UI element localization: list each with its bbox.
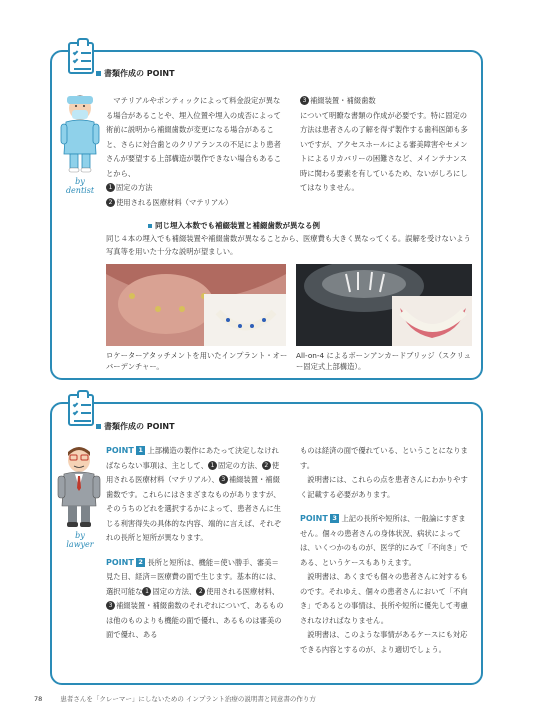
point-1-paragraph bbox=[106, 444, 284, 546]
number-badge: 1 bbox=[106, 183, 115, 192]
body-text: 補綴装置・補綴歯数です。これらにはさまざまなものがありますが、そのうちのどれを選択するかによって、患者さんに生じる利害得失の具体的な内容、端的に言えば、それぞれの長所と短所が異なります。 bbox=[106, 475, 282, 542]
point-3-paragraph bbox=[300, 512, 472, 570]
body-text: 使用される医療材料（マテリアル）、 bbox=[106, 460, 280, 484]
body-text: 固定の方法、 bbox=[152, 586, 197, 596]
checklist-icon bbox=[68, 394, 94, 426]
number-badge: 2 bbox=[106, 198, 115, 207]
example-title: 同じ埋入本数でも補綴装置と補綴歯数が異なる例 bbox=[148, 220, 320, 231]
point-label: POINT bbox=[106, 446, 134, 455]
body-paragraph: について明瞭な書類の作成が必要です。特に固定の方法は患者さんの了解を得ず製作する歯科医師も多いですが、アクセスホールによる審美障害やセメントによるリカバリーの困難さなど、メインテナンス時に関わる要素を有しているため、ないがしろにしてはなりません。 bbox=[300, 110, 468, 192]
point-number: 2 bbox=[136, 558, 145, 567]
dentist-avatar bbox=[58, 92, 102, 174]
body-text: 補綴装置・補綴歯数のそれぞれについて、あるものは他のものよりも機能の面で優れ、あるものは審美の面で優れ、ある bbox=[106, 601, 284, 639]
point-number: 1 bbox=[136, 446, 145, 455]
photo-caption-right: All-on-4 によるボーンアンカードブリッジ（スクリュー固定式上部構造）。 bbox=[296, 351, 471, 371]
body-text: 使用される医療材料、 bbox=[206, 586, 280, 596]
lawyer-avatar bbox=[56, 444, 102, 530]
avatar-caption-by: by bbox=[75, 177, 85, 186]
overdenture-photo bbox=[106, 264, 286, 346]
number-badge: 2 bbox=[196, 587, 205, 596]
point-label: POINT bbox=[106, 557, 134, 567]
book-title: 患者さんを「クレーマー」にしないための インプラント治療の説明書と同意書の作り方 bbox=[60, 695, 316, 703]
list-item: 補綴装置・補綴歯数 bbox=[310, 96, 376, 105]
number-badge: 2 bbox=[262, 461, 271, 470]
photo-caption-left: ロケーターアタッチメントを用いたインプラント・オーバーデンチャー。 bbox=[106, 351, 288, 371]
section-title: 書類作成の POINT bbox=[96, 68, 175, 79]
point-number: 3 bbox=[330, 514, 339, 523]
column-right bbox=[300, 94, 472, 196]
body-paragraph: マテリアルやポンティックによって料金設定が異なる場合があることや、埋入位置や埋入の成否によって術前に説明から補綴歯数が変更になる場合があること、さらに対合歯とのクリアランスの不足により患者さんが要望する上部構造が製作できない場合もあることから、 bbox=[106, 96, 282, 178]
body-text: 上部構造の製作にあたって決定しなければならない事項は、主として、 bbox=[106, 446, 279, 470]
body-paragraph: 説明書は、あくまでも個々の患者さんに対するものです。それゆえ、個々の患者さんにおいて「不向き」であるとの事情は、長所や短所に優先して考慮されなければなりません。 bbox=[300, 572, 468, 625]
avatar-caption-role: lawyer bbox=[66, 540, 94, 549]
body-text: 上記の長所や短所は、一般論にすぎません。個々の患者さんの身体状況、病状によっては、いくつかのものが、医学的にみて「不向き」である、というケースもありえます。 bbox=[300, 514, 468, 567]
point-label: POINT bbox=[300, 514, 328, 523]
example-description: 同じ４本の埋入でも補綴装置や補綴歯数が異なることから、医療費も大きく異なってくる。誤解を受けないよう写真等を用いた十分な説明が望ましい。 bbox=[106, 234, 471, 256]
checklist-icon bbox=[68, 42, 94, 74]
column-left bbox=[106, 444, 284, 643]
body-paragraph: 説明書には、これらの点を患者さんにわかりやすく記載する必要があります。 bbox=[300, 475, 468, 499]
number-badge: 3 bbox=[106, 601, 115, 610]
number-badge: 3 bbox=[300, 96, 309, 105]
list-item: 使用される医療材料（マテリアル） bbox=[116, 197, 233, 207]
point-2-paragraph bbox=[106, 556, 284, 643]
avatar-caption-by: by bbox=[75, 531, 85, 540]
body-text: 長所と短所は、機能＝使い勝手、審美＝見た目、経済＝医療費の面で生じます。基本的には、選択可能な bbox=[106, 557, 281, 596]
page-number: 78 bbox=[34, 695, 43, 703]
avatar-caption-role: dentist bbox=[65, 186, 95, 195]
body-paragraph: ものは経済の面で優れている、ということになります。 bbox=[300, 446, 468, 470]
column-right bbox=[300, 444, 472, 657]
number-badge: 1 bbox=[142, 587, 151, 596]
section-title: 書類作成の POINT bbox=[96, 421, 175, 432]
number-badge: 1 bbox=[208, 461, 217, 470]
body-text: 固定の方法、 bbox=[218, 460, 262, 470]
page-footer bbox=[34, 694, 316, 703]
list-item: 固定の方法 bbox=[116, 183, 153, 192]
column-left bbox=[106, 94, 284, 210]
number-badge: 3 bbox=[219, 475, 228, 484]
all-on-4-photo bbox=[296, 264, 472, 346]
body-paragraph: 説明書は、このような事情があるケースにも対応できる内容とするのが、より適切でしょう。 bbox=[300, 630, 468, 654]
